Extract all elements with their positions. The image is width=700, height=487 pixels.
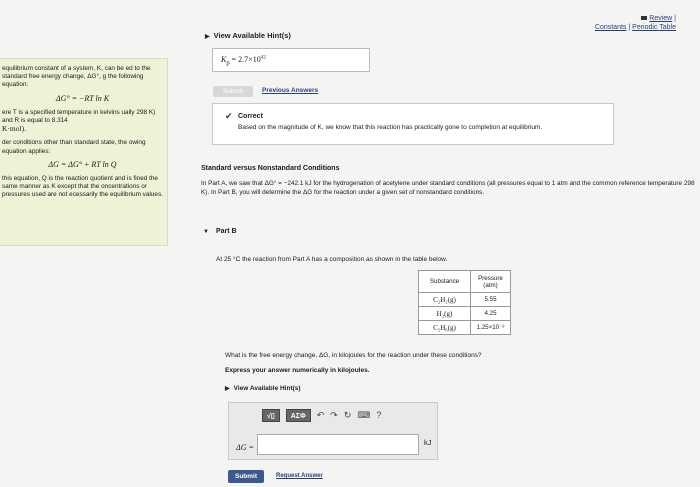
sidebar-paragraph: ere T is a specified temperature in kelvins ually 298 K) and R is equal to 8.314 K·mol).: [2, 108, 156, 134]
triangle-right-icon: ▶: [205, 34, 210, 40]
section-text: In Part A, we saw that ΔG° = −242.1 kJ for the hydrogenation of acetylene under standard conditions (all pressures equal to 1 atm and the common reference temperature 298 K). In Part B, you will determine the ΔG for the reaction under a given set of nonstandard conditions.: [201, 180, 695, 196]
sidebar-equation: ΔG° = −RT ln K: [55, 93, 110, 103]
constants-link[interactable]: Constants: [594, 24, 627, 31]
composition-table: [418, 270, 511, 335]
top-links: Review | Constants | Periodic Table: [594, 15, 676, 31]
help-icon[interactable]: ?: [376, 410, 382, 420]
submit-button[interactable]: Submit: [228, 470, 264, 483]
sidebar-paragraph: equilibrium constant of a system, K, can be ed to the standard free energy change, ΔG°, g the following equation:: [2, 65, 151, 89]
request-answer-link[interactable]: Request Answer: [276, 473, 323, 479]
sidebar-paragraph: der conditions other than standard state, the owing equation applies:: [2, 139, 146, 155]
keyboard-icon[interactable]: ⌨: [357, 410, 371, 420]
triangle-right-icon: ▶: [225, 386, 230, 392]
answer-editor: [228, 402, 438, 460]
question-text: What is the free energy change, ΔG, in kilojoules for the reaction under these conditions?: [225, 352, 482, 359]
table-header-row: [419, 271, 511, 293]
correct-feedback: [212, 103, 614, 145]
section-title: Standard versus Nonstandard Conditions: [201, 165, 340, 172]
review-link[interactable]: Review: [649, 15, 673, 22]
check-icon: ✔: [225, 111, 233, 121]
periodic-table-link[interactable]: Periodic Table: [632, 24, 676, 31]
table-cell: H₂(g): [419, 307, 471, 321]
table-header: Substance: [419, 271, 471, 293]
table-row: [419, 293, 511, 307]
unit-label: kJ: [424, 438, 432, 447]
answer-label: ΔG =: [236, 443, 254, 452]
undo-icon[interactable]: ↶: [316, 410, 325, 420]
sidebar-equation: ΔG = ΔG° + RT ln Q: [48, 159, 117, 169]
table-cell: 5.55: [471, 293, 511, 307]
reset-icon[interactable]: ↻: [343, 410, 352, 420]
part-b-toggle[interactable]: ▼ Part B: [203, 228, 237, 235]
sidebar-paragraph: this equation, Q is the reaction quotient and is fined the same manner as K except that the oncentrations or pressures used are not ecessarily the equilibrium values.: [2, 175, 163, 199]
feedback-text: Based on the magnitude of K, we know that this reaction has practically gone to completion at equilibrium.: [238, 124, 543, 131]
table-cell: 4.25: [471, 307, 511, 321]
table-row: [419, 307, 511, 321]
info-sidebar: [0, 58, 168, 246]
instruction-text: Express your answer numerically in kilojoules.: [225, 367, 370, 374]
answer-input[interactable]: [257, 434, 419, 455]
table-row: [419, 321, 511, 335]
table-cell: 1.25×10⁻²: [471, 321, 511, 335]
sqrt-template-button[interactable]: √▯: [262, 409, 280, 422]
previous-answers-link[interactable]: Previous Answers: [262, 87, 319, 94]
table-cell: C₂H₆(g): [419, 321, 471, 335]
view-hints-toggle-2[interactable]: ▶ View Available Hint(s): [225, 385, 301, 392]
redo-icon[interactable]: ↷: [330, 410, 338, 420]
editor-toolbar: [262, 409, 381, 422]
answer-display: $K_p = 2.7\times 10^{42}$: [212, 48, 370, 72]
view-hints-toggle[interactable]: ▶ View Available Hint(s): [205, 31, 291, 40]
table-header: Pressure (atm): [471, 271, 511, 293]
review-icon: [641, 16, 647, 20]
feedback-title: Correct: [238, 113, 263, 120]
greek-symbols-button[interactable]: AΣΦ: [286, 409, 311, 422]
table-cell: C₂H₂(g): [419, 293, 471, 307]
reaction-text: At 25 °C the reaction from Part A has a composition as shown in the table below.: [216, 256, 448, 263]
submit-button-disabled: Submit: [213, 86, 253, 97]
triangle-down-icon: ▼: [203, 229, 209, 235]
